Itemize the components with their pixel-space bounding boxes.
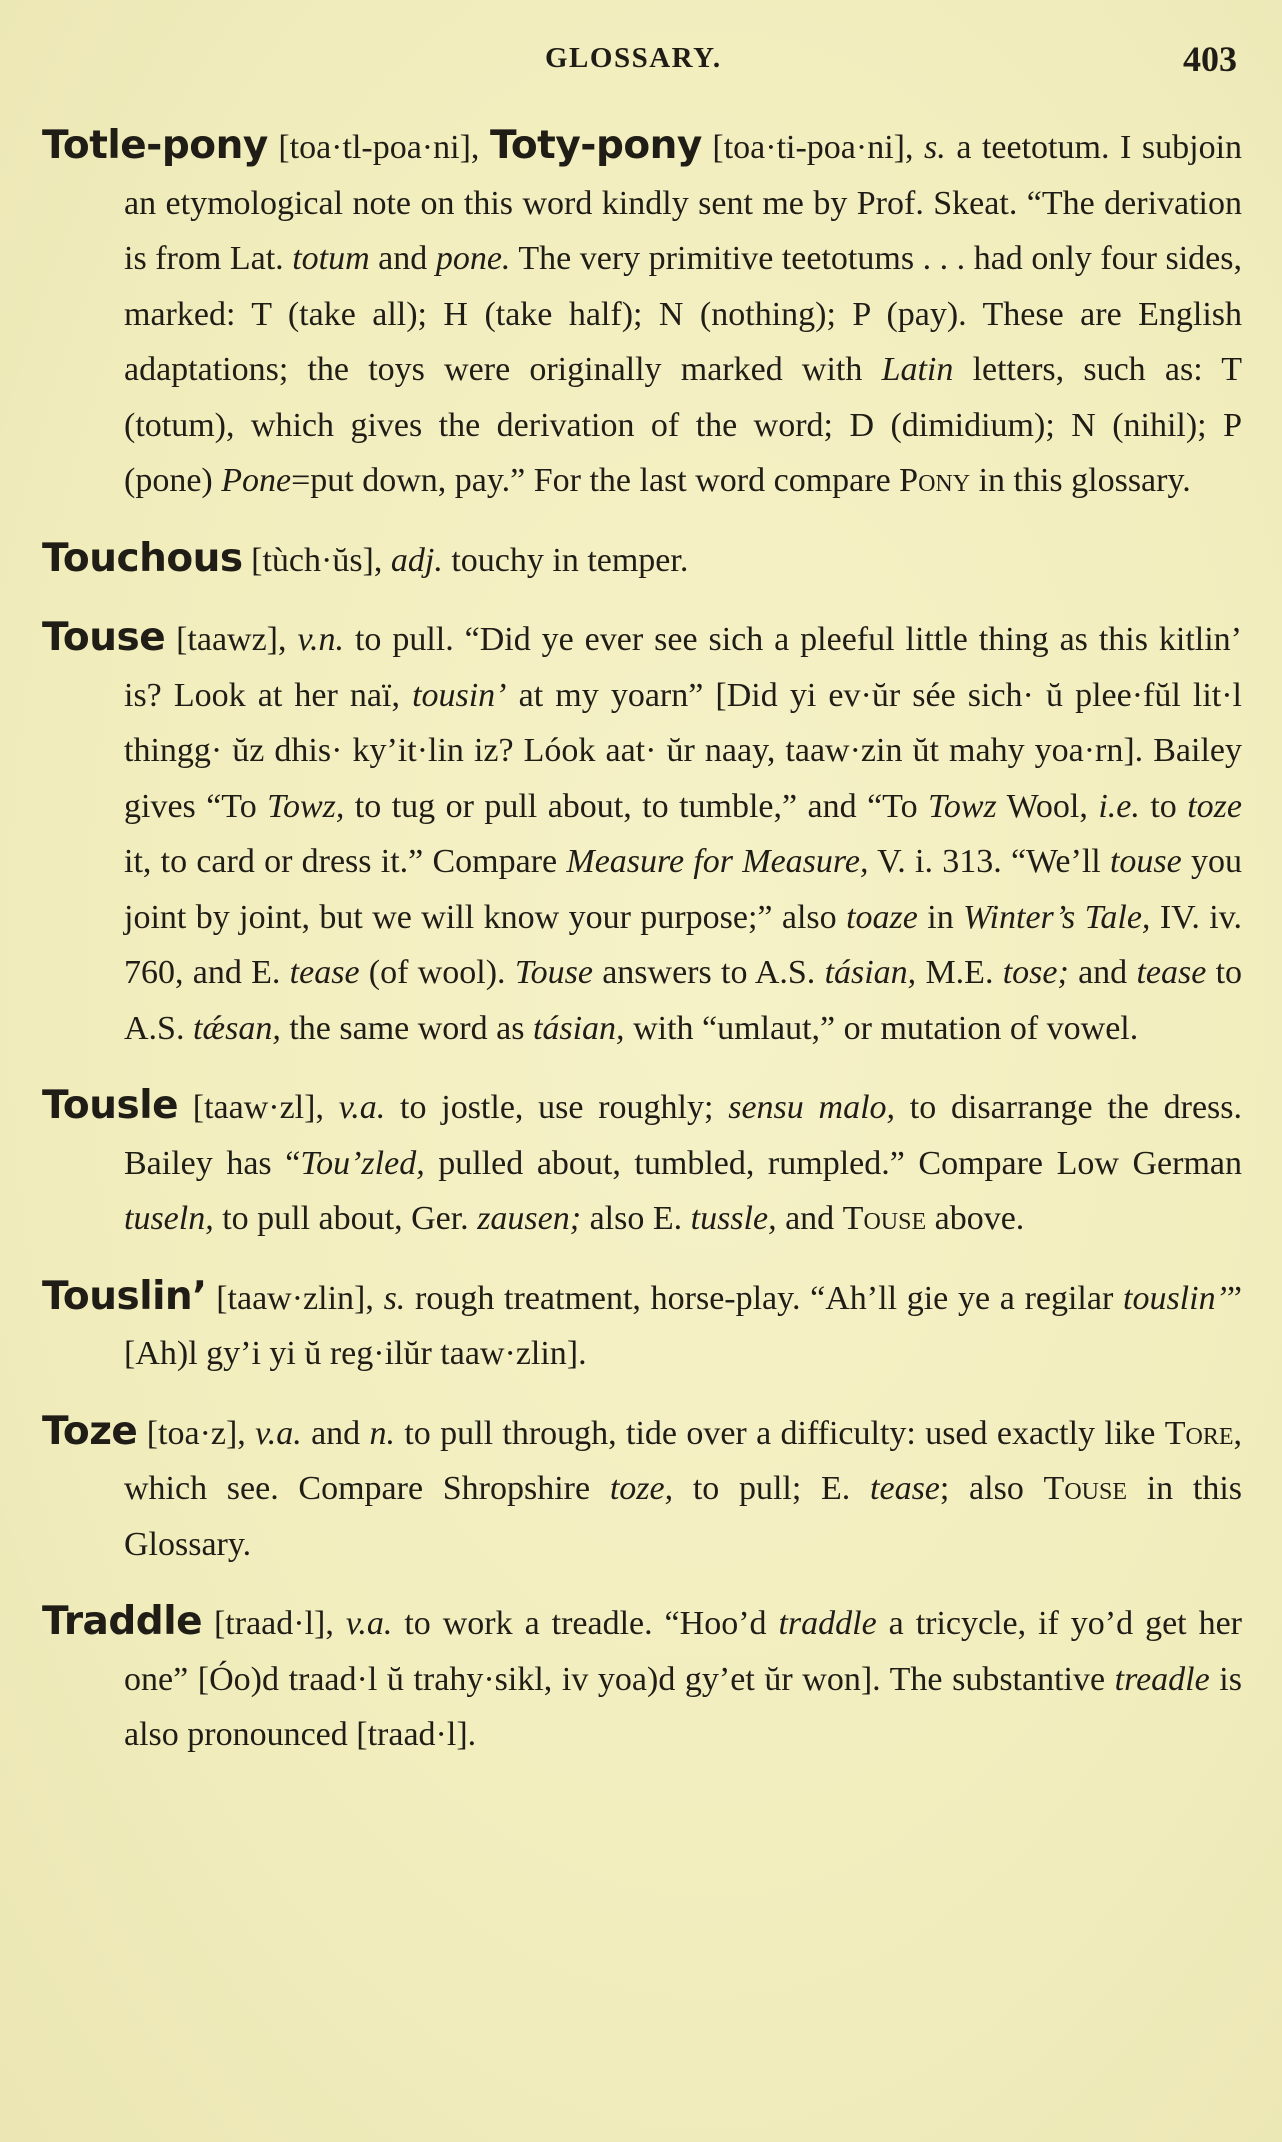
headword: Touchous bbox=[42, 535, 243, 581]
entry-text: [toa·ti-poa·ni], bbox=[701, 129, 925, 166]
italic-text: s. bbox=[383, 1279, 406, 1317]
headword: Tousle bbox=[42, 1083, 179, 1128]
glossary-body bbox=[42, 118, 1242, 1785]
italic-text: v.a. bbox=[338, 1089, 386, 1126]
italic-text: totum bbox=[292, 240, 370, 277]
entry-text: (of wool). bbox=[359, 954, 515, 991]
entry-text: The very primitive teetotums . . . had only four sides, marked: T (take all); H (take half); N (nothing); P (pay). These are English adaptations; the toys were originally marked with bbox=[124, 240, 1242, 388]
entry-text: [traad·l], bbox=[202, 1605, 346, 1642]
italic-text: Towz bbox=[928, 787, 997, 825]
cross-reference: Touse bbox=[842, 1200, 927, 1237]
entry-text: to tug or pull about, to tumble,” and “To bbox=[344, 787, 929, 825]
cross-reference: Touse bbox=[1043, 1470, 1127, 1507]
headword: Touse bbox=[42, 615, 166, 660]
italic-text: zausen; bbox=[477, 1200, 582, 1237]
entry-text: to work a treadle. “Hoo’d bbox=[392, 1605, 779, 1642]
entry-text: a teetotum. I subjoin an etymological note on this word kindly sent me by Prof. Skeat. “The derivation is from Lat. bbox=[124, 129, 1243, 277]
entry-traddle bbox=[42, 1594, 1242, 1763]
page-number: 403 bbox=[1183, 39, 1237, 79]
running-title: GLOSSARY. bbox=[545, 42, 722, 74]
entry-text: [toa·z], bbox=[137, 1414, 256, 1452]
entry-text: to pull. “Did ye ever see sich a pleeful little thing as this kitlin’ is? Look at her naï, bbox=[124, 621, 1242, 714]
entry-text: to disarrange the dress. Bailey has “ bbox=[124, 1089, 1242, 1182]
italic-text: treadle bbox=[1114, 1660, 1210, 1698]
entry-text: and bbox=[776, 1200, 843, 1237]
entry-text: [toa·tl-poa·ni], bbox=[267, 129, 490, 166]
italic-text: v.a. bbox=[345, 1605, 393, 1642]
italic-text: Tou’zled, bbox=[300, 1144, 425, 1182]
entry-touse bbox=[42, 610, 1242, 1056]
entry-text: you joint by joint, but we will know your purpose;” also bbox=[124, 843, 1242, 936]
entry-tousle bbox=[42, 1078, 1242, 1247]
entry-toze bbox=[42, 1404, 1242, 1573]
entry-text: rough treatment, horse-play. “Ah’ll gie ye a regilar bbox=[405, 1279, 1123, 1317]
entry-text: V. i. 313. “We’ll bbox=[868, 843, 1110, 880]
italic-text: traddle bbox=[778, 1605, 877, 1642]
italic-text: tease bbox=[289, 954, 360, 991]
entry-text: answers to A.S. bbox=[592, 954, 825, 991]
entry-text: to pull about, Ger. bbox=[213, 1200, 478, 1237]
italic-text: Measure for Measure, bbox=[566, 843, 869, 880]
entry-text: in this glossary. bbox=[970, 462, 1191, 499]
entry-text: touchy in temper. bbox=[442, 541, 689, 579]
italic-text: v.a. bbox=[255, 1414, 302, 1452]
italic-text: toze, bbox=[609, 1470, 674, 1507]
entry-text: [taawz], bbox=[165, 621, 298, 658]
entry-text: is also pronounced [traad·l]. bbox=[124, 1660, 1242, 1753]
entry-text: to jostle, use roughly; bbox=[385, 1089, 729, 1126]
entry-totle-pony bbox=[42, 118, 1242, 509]
entry-text: at my yoarn” [Did yi ev·ŭr sée sich· ŭ plee·fŭl lit·l thingg· ŭz dhis· ky’it·lin iz? Lóok aat· ŭr naay, taaw·zin ŭt mahy yoa·rn]. Bailey gives “To bbox=[124, 676, 1242, 825]
italic-text: Touse bbox=[514, 954, 593, 991]
italic-text: tásian, bbox=[824, 954, 917, 991]
cross-reference: Pony bbox=[899, 462, 971, 499]
italic-text: touslin’ bbox=[1123, 1279, 1227, 1317]
entry-text: ” [Ah)l gy’i yi ŭ reg·ilŭr taaw·zlin]. bbox=[124, 1279, 1242, 1372]
running-head bbox=[0, 38, 1282, 82]
entry-text: [tùch·ŭs], bbox=[242, 541, 391, 579]
headword: Traddle bbox=[42, 1599, 203, 1644]
entry-text: to bbox=[1139, 787, 1188, 825]
entry-text: to pull through, tide over a difficulty: used exactly like bbox=[395, 1414, 1165, 1452]
italic-text: Pone bbox=[221, 462, 292, 499]
entry-text: which see. Compare Shropshire bbox=[124, 1470, 610, 1507]
entry-text: [taaw·zlin], bbox=[206, 1279, 384, 1317]
entry-text: it, to card or dress it.” Compare bbox=[124, 843, 567, 880]
cross-reference: Tore, bbox=[1164, 1414, 1242, 1452]
entry-text: above. bbox=[926, 1200, 1025, 1237]
entry-text: and bbox=[301, 1414, 370, 1452]
italic-text: tose; bbox=[1002, 954, 1069, 991]
italic-text: tuseln, bbox=[124, 1200, 214, 1237]
italic-text: touse bbox=[1109, 843, 1182, 880]
italic-text: sensu malo, bbox=[728, 1089, 896, 1126]
italic-text: toze bbox=[1187, 787, 1243, 825]
entry-text: and bbox=[369, 240, 436, 277]
entry-text: to pull; E. bbox=[673, 1470, 871, 1507]
headword: Totle-pony bbox=[42, 123, 268, 168]
italic-text: Towz, bbox=[267, 787, 345, 825]
entry-text: a tricycle, if yo’d get her one” [Óo)d traad·l ŭ trahy·sikl, iv yoa)d gy’et ŭr won]. The substantive bbox=[124, 1605, 1242, 1698]
headword: Toze bbox=[42, 1408, 138, 1454]
italic-text: pone. bbox=[435, 240, 511, 277]
italic-text: tásian, bbox=[532, 1009, 625, 1047]
entry-text: [taaw·zl], bbox=[178, 1089, 339, 1126]
italic-text: s. bbox=[924, 129, 946, 166]
italic-text: v.n. bbox=[297, 621, 345, 658]
entry-text: =put down, pay.” For the last word compare bbox=[291, 462, 900, 499]
entry-text: M.E. bbox=[916, 954, 1003, 991]
entry-text: to A.S. bbox=[124, 954, 1243, 1047]
entry-touslin bbox=[42, 1269, 1242, 1382]
entry-text: ; also bbox=[939, 1470, 1044, 1507]
entry-text: also E. bbox=[581, 1200, 691, 1237]
italic-text: tease bbox=[1136, 954, 1207, 991]
entry-text: IV. iv. 760, and E. bbox=[124, 898, 1242, 991]
entry-text: pulled about, tumbled, rumpled.” Compare Low German bbox=[424, 1144, 1242, 1182]
entry-text: and bbox=[1068, 954, 1137, 991]
entry-text: in bbox=[917, 898, 964, 936]
headword: Toty-pony bbox=[489, 123, 702, 168]
entry-touchous bbox=[42, 531, 1242, 589]
headword: Touslin’ bbox=[42, 1273, 207, 1319]
italic-text: adj. bbox=[390, 541, 443, 579]
italic-text: toaze bbox=[846, 898, 918, 936]
italic-text: tussle, bbox=[690, 1200, 777, 1237]
italic-text: Latin bbox=[881, 351, 954, 388]
entry-text: the same word as bbox=[280, 1009, 533, 1047]
italic-text: Winter’s Tale, bbox=[963, 898, 1151, 936]
entry-text: with “umlaut,” or mutation of vowel. bbox=[624, 1009, 1139, 1047]
italic-text: i.e. bbox=[1098, 787, 1140, 825]
entry-text: in this Glossary. bbox=[124, 1470, 1242, 1563]
italic-text: tease bbox=[870, 1470, 940, 1507]
italic-text: n. bbox=[369, 1414, 396, 1452]
entry-text: letters, such as: T (totum), which gives the derivation of the word; D (dimidium); N (nihil); P (pone) bbox=[124, 351, 1242, 499]
italic-text: tousin’ bbox=[412, 676, 507, 714]
italic-text: tǽsan, bbox=[192, 1009, 281, 1047]
entry-text: Wool, bbox=[996, 787, 1099, 825]
